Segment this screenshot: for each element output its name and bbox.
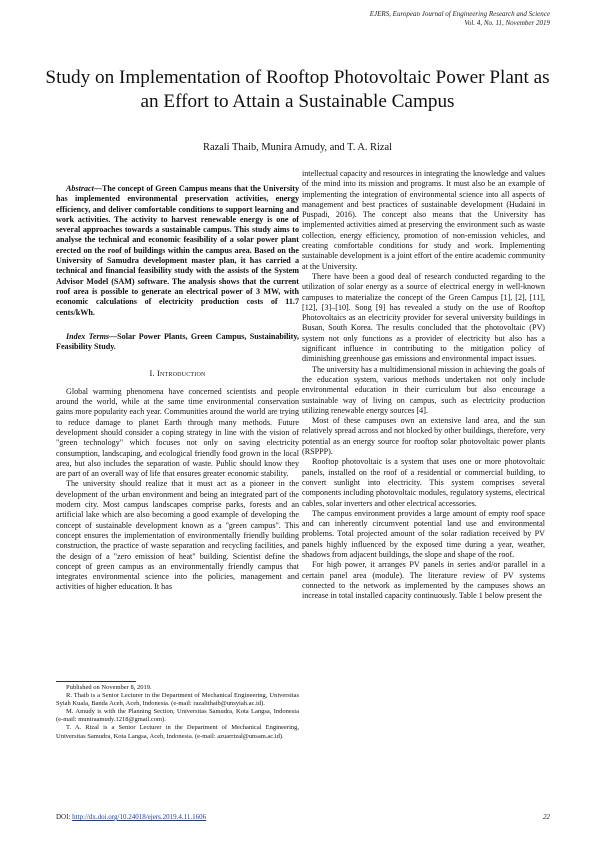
section-heading-introduction	[56, 369, 299, 379]
index-terms	[56, 332, 299, 353]
journal-issue: Vol. 4, No. 11, November 2019	[464, 19, 550, 27]
abstract	[56, 184, 299, 318]
paragraph: Most of these campuses own an extensive land area, and the sun relatively spread across and not blocked by other buildings, therefore, very potential as an energy source for rooftop solar photovoltaic power plants (RSPPP).	[302, 416, 545, 457]
doi-footer	[56, 813, 206, 821]
paper-title: Study on Implementation of Rooftop Photovoltaic Power Plant as an Effort to Attain a Sustainable Campus	[45, 67, 550, 112]
paragraph: The university should realize that it must act as a pioneer in the development of the urban environment and being an integrated part of the modern city. Most campus landscapes comprise parks, forests and an artificial lake which are also becoming a good example of developing the concept of sustainable development known as a "green campus". This concept ensures the implementation of environmentally friendly building construction, the practice of waste separation and recycling facilities, and the design of a "zero emission of heat" building. Scientist define the concept of green campus as an environmentally friendly campus that integrates environmental science into the policies, management and activities of higher education. It has	[56, 479, 299, 592]
footnote: R. Thaib is a Senior Lecturer in the Department of Mechanical Engineering, Universitas Syiah Kuala, Banda Aceh, Aceh, Indonesia. (e-mail: razalithaib@unsyiah.ac.id).	[56, 692, 299, 708]
left-column	[56, 184, 299, 593]
section-number: I.	[149, 369, 155, 379]
index-terms-label: Index Terms—	[66, 331, 118, 341]
paragraph: The campus environment provides a large amount of empty roof space and can inherently circumvent potential land use and environmental problems. Total projected amount of the solar radiation received by PV panels highly influenced by the exposed time during a year, weather, shadows from adjacent buildings, the slope and shape of the roof.	[302, 508, 545, 559]
footnote: M. Amudy is with the Planning Section, Universitas Samudra, Kota Langsa, Indonesia (e-mail: muniraamudy.1218@gmail.com).	[56, 708, 299, 724]
footnotes	[56, 684, 299, 741]
journal-name: EJERS, European Journal of Engineering Research and Science	[369, 10, 550, 18]
paragraph: Global warming phenomena have concerned scientists and people around the world, while at the same time environmental conservation gains more popularity each year. Communities around the world are trying to reduce damage to planet Earth through many methods. Future development should consider a coping strategy in line with the vision of "green technology" which focuses not only on saving electricity consumption, landscaping, and ecological friendly food grown in the local area, but also includes the separation of waste. Public should know they are part of an overall way of life that ensures greater economic stability.	[56, 386, 299, 479]
paragraph: For high power, it arranges PV panels in series and/or parallel in a certain panel area (module). The literature review of PV systems connected to the network as implemented by the campuses shows an increase in total installed capacity continuously. Table 1 below present the	[302, 560, 545, 601]
footnote-divider	[56, 681, 136, 682]
doi-link[interactable]: http://dx.doi.org/10.24018/ejers.2019.4.11.1606	[72, 813, 207, 821]
paragraph: There have been a good deal of research conducted regarding to the utilization of solar energy as a source of electrical energy in well-known campuses to materialize the concept of the Green Campus [1], [2], [11], [12], [3]–[10]. Song [9] has revealed a study on the use of Rooftop Photovoltaics as an electricity provider for several university buildings in Busan, South Korea. The results concluded that the photovoltaic (PV) system not only functions as a provider of electricity but also has a significant influence in contributing to the mitigation policy of diminishing greenhouse gas emissions and environmental impact issues.	[302, 271, 545, 364]
section-title: Introduction	[157, 369, 206, 379]
abstract-text: The concept of Green Campus means that the University has implemented environmental preservation activities, energy efficiency, and deliver comfortable conditions to support learning and work activities. The activity to harvest renewable energy is one of several approaches towards a sustainable campus. This study aims to analyse the technical and economic feasibility of a solar power plant erected on the roof of buildings within the campus area. Based on the University of Samudra development master plan, it has carried a technical and financial feasibility study with the assists of the System Advisor Model (SAM) software. The analysis shows that the current roof area is possible to generate an electrical power of 3 MW, with economic calculations of electricity production costs of 11.7 cents/kWh.	[56, 184, 299, 317]
paragraph: intellectual capacity and resources in integrating the knowledge and values of the mind into its mission and programs. It must also be an example of implementing the integration of environmental science into all aspects of management and best practices of sustainable development (Hudaini in Puspadi, 2016). The concept also means that the University has implemented activities aimed at preserving the environment such as waste collection, energy efficiency, promotion of non-emission vehicles, and creating comfortable conditions for study and work. Implementing sustainable development is a joint effort of the entire academic community at the University.	[302, 169, 545, 271]
footnote: T. A. Rizal is a Senior Lecturer in the Department of Mechanical Engineering, Universitas Samudra, Kota Langsa, Aceh, Indonesia. (e-mail: azuarrizal@unsam.ac.id).	[56, 724, 299, 740]
doi-label: DOI:	[56, 813, 73, 821]
page-number: 22	[543, 813, 550, 821]
index-terms-text: Solar Power Plants, Green Campus, Sustainability, Feasibility Study.	[56, 331, 299, 352]
paragraph: The university has a multidimensional mission in achieving the goals of the education system, various methods undertaken not only include environmental education in their curriculum but also encourage a sustainable way of living on campus, such as electricity production utilizing renewable energy sources [4].	[302, 364, 545, 415]
author-list: Razali Thaib, Munira Amudy, and T. A. Rizal	[203, 142, 392, 153]
abstract-label: Abstract—	[66, 184, 102, 193]
paragraph: Rooftop photovoltaic is a system that uses one or more photovoltaic panels, installed on the roof of a residential or commercial building, to convert sunlight into electricity. This system comprises several components including photovoltaic modules, regulatory systems, electrical cables, solar inverters and other electrical accessories.	[302, 457, 545, 508]
right-column	[302, 169, 545, 601]
running-header	[370, 10, 550, 28]
footnote: Published on November 8, 2019.	[66, 684, 152, 691]
